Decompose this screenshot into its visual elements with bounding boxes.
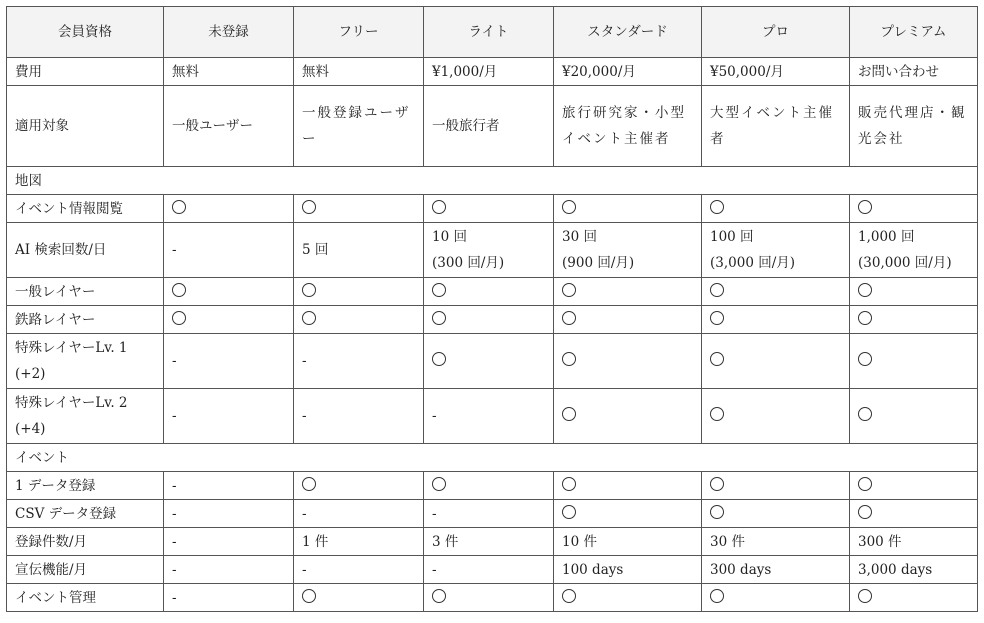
table-cell: 無料 bbox=[164, 58, 294, 86]
table-cell: - bbox=[294, 389, 424, 444]
table-row-target bbox=[7, 86, 978, 167]
circle-icon bbox=[432, 477, 446, 491]
table-cell: 300 days bbox=[702, 556, 850, 584]
table-cell: ¥1,000/月 bbox=[424, 58, 554, 86]
table-cell: - bbox=[164, 389, 294, 444]
circle-icon bbox=[858, 283, 872, 297]
header-cell: ライト bbox=[424, 7, 554, 58]
table-row-general-layer bbox=[7, 278, 978, 306]
table-cell: 一般ユーザー bbox=[164, 86, 294, 167]
table-cell: 一般旅行者 bbox=[424, 86, 554, 167]
circle-icon bbox=[858, 352, 872, 366]
table-row-event-mgmt bbox=[7, 584, 978, 612]
section-row-event bbox=[7, 444, 978, 472]
table-cell: - bbox=[294, 556, 424, 584]
header-cell: フリー bbox=[294, 7, 424, 58]
row-label: AI 検索回数/日 bbox=[7, 223, 164, 278]
circle-icon bbox=[172, 200, 186, 214]
table-row-csv-reg bbox=[7, 500, 978, 528]
row-label: 適用対象 bbox=[7, 86, 164, 167]
circle-icon bbox=[710, 352, 724, 366]
table-cell: 3,000 days bbox=[850, 556, 978, 584]
table-cell: - bbox=[164, 500, 294, 528]
table-cell: 3 件 bbox=[424, 528, 554, 556]
circle-icon bbox=[302, 311, 316, 325]
section-row-map bbox=[7, 167, 978, 195]
circle-icon bbox=[858, 200, 872, 214]
table-cell: お問い合わせ bbox=[850, 58, 978, 86]
table-cell: ¥50,000/月 bbox=[702, 58, 850, 86]
row-label: 登録件数/月 bbox=[7, 528, 164, 556]
row-label: イベント管理 bbox=[7, 584, 164, 612]
row-label: 1 データ登録 bbox=[7, 472, 164, 500]
circle-icon bbox=[432, 283, 446, 297]
table-row-fee bbox=[7, 58, 978, 86]
circle-icon bbox=[710, 200, 724, 214]
table-cell: 大型イベント主催者 bbox=[702, 86, 850, 167]
table-cell: - bbox=[424, 389, 554, 444]
table-cell: 1 件 bbox=[294, 528, 424, 556]
header-row bbox=[7, 7, 978, 58]
circle-icon bbox=[432, 589, 446, 603]
circle-icon bbox=[710, 505, 724, 519]
table-cell: 100 days bbox=[554, 556, 702, 584]
circle-icon bbox=[710, 589, 724, 603]
circle-icon bbox=[302, 589, 316, 603]
header-cell: スタンダード bbox=[554, 7, 702, 58]
row-label: 一般レイヤー bbox=[7, 278, 164, 306]
circle-icon bbox=[858, 407, 872, 421]
table-cell: 旅行研究家・小型イベント主催者 bbox=[554, 86, 702, 167]
circle-icon bbox=[562, 200, 576, 214]
table-cell: - bbox=[294, 334, 424, 389]
circle-icon bbox=[858, 505, 872, 519]
header-cell: 会員資格 bbox=[7, 7, 164, 58]
row-label: CSV データ登録 bbox=[7, 500, 164, 528]
table-row-reg-count bbox=[7, 528, 978, 556]
table-cell: 30 件 bbox=[702, 528, 850, 556]
circle-icon bbox=[302, 283, 316, 297]
circle-icon bbox=[172, 283, 186, 297]
table-cell: 販売代理店・観光会社 bbox=[850, 86, 978, 167]
circle-icon bbox=[858, 477, 872, 491]
row-label: 費用 bbox=[7, 58, 164, 86]
circle-icon bbox=[302, 477, 316, 491]
circle-icon bbox=[302, 200, 316, 214]
row-label: 特殊レイヤーLv. 2 (+4) bbox=[7, 389, 164, 444]
row-label: 鉄路レイヤー bbox=[7, 306, 164, 334]
membership-table bbox=[6, 6, 978, 612]
circle-icon bbox=[710, 477, 724, 491]
table-cell: - bbox=[424, 500, 554, 528]
circle-icon bbox=[562, 505, 576, 519]
row-label: 宣伝機能/月 bbox=[7, 556, 164, 584]
table-cell: 一般登録ユーザー bbox=[294, 86, 424, 167]
circle-icon bbox=[562, 283, 576, 297]
table-row-promo bbox=[7, 556, 978, 584]
circle-icon bbox=[562, 352, 576, 366]
circle-icon bbox=[858, 589, 872, 603]
table-cell: 5 回 bbox=[294, 223, 424, 278]
table-cell: - bbox=[164, 223, 294, 278]
circle-icon bbox=[562, 311, 576, 325]
table-cell: 100 回 (3,000 回/月) bbox=[702, 223, 850, 278]
table-row-special-layer-1 bbox=[7, 334, 978, 389]
header-cell: プレミアム bbox=[850, 7, 978, 58]
header-cell: 未登録 bbox=[164, 7, 294, 58]
table-cell: 30 回 (900 回/月) bbox=[554, 223, 702, 278]
table-cell: - bbox=[164, 556, 294, 584]
table-cell: ¥20,000/月 bbox=[554, 58, 702, 86]
table-row-data-reg bbox=[7, 472, 978, 500]
table-row-event-view bbox=[7, 195, 978, 223]
table-cell: 1,000 回 (30,000 回/月) bbox=[850, 223, 978, 278]
table-cell: - bbox=[164, 334, 294, 389]
circle-icon bbox=[858, 311, 872, 325]
circle-icon bbox=[710, 407, 724, 421]
table-cell: 10 回 (300 回/月) bbox=[424, 223, 554, 278]
table-cell: - bbox=[164, 528, 294, 556]
table-row-special-layer-2 bbox=[7, 389, 978, 444]
circle-icon bbox=[710, 283, 724, 297]
table-cell: 300 件 bbox=[850, 528, 978, 556]
table-cell: - bbox=[294, 500, 424, 528]
circle-icon bbox=[562, 589, 576, 603]
row-label: 特殊レイヤーLv. 1 (+2) bbox=[7, 334, 164, 389]
row-label: イベント情報閲覧 bbox=[7, 195, 164, 223]
header-cell: プロ bbox=[702, 7, 850, 58]
table-cell: 10 件 bbox=[554, 528, 702, 556]
section-label: イベント bbox=[7, 444, 978, 472]
circle-icon bbox=[172, 311, 186, 325]
section-label: 地図 bbox=[7, 167, 978, 195]
circle-icon bbox=[432, 311, 446, 325]
circle-icon bbox=[562, 477, 576, 491]
circle-icon bbox=[432, 200, 446, 214]
table-cell: - bbox=[164, 472, 294, 500]
table-cell: 無料 bbox=[294, 58, 424, 86]
table-row-rail-layer bbox=[7, 306, 978, 334]
circle-icon bbox=[432, 352, 446, 366]
circle-icon bbox=[710, 311, 724, 325]
table-cell: - bbox=[424, 556, 554, 584]
table-cell: - bbox=[164, 584, 294, 612]
table-row-ai-search bbox=[7, 223, 978, 278]
circle-icon bbox=[562, 407, 576, 421]
